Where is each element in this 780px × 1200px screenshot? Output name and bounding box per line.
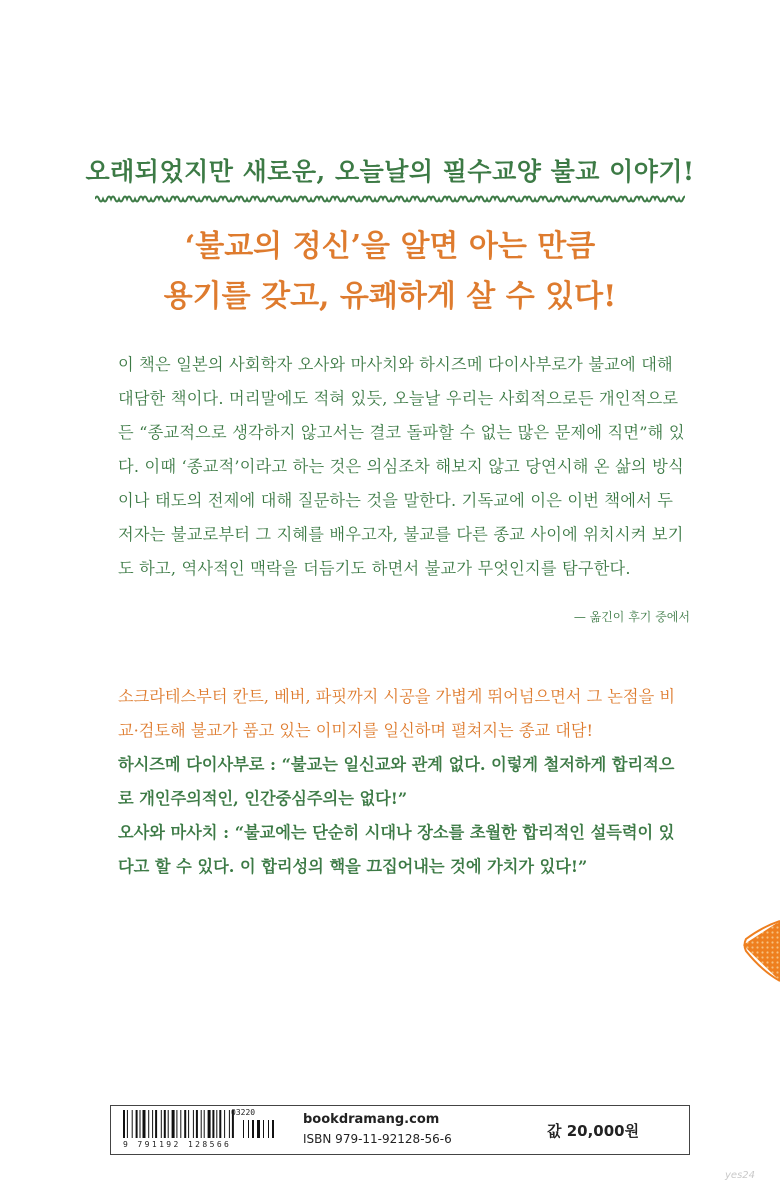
quote-osawa-line: 다고 할 수 있다. 이 합리성의 핵을 끄집어내는 것에 가치가 있다!” xyxy=(118,857,588,876)
intro-line: 이 책은 일본의 사회학자 오사와 마사치와 하시즈메 다이사부로가 불교에 대해 xyxy=(118,355,673,374)
watermark: yes24 xyxy=(725,1170,756,1181)
intro-line: 이나 태도의 전제에 대해 질문하는 것을 말한다. 기독교에 이은 이번 책에서 두 xyxy=(118,491,674,510)
intro-line: 저자는 불교로부터 그 지혜를 배우고자, 불교를 다른 종교 사이에 위치시켜 보기 xyxy=(118,525,684,544)
blurb-line: 교·검토해 불교가 품고 있는 이미지를 일신하며 펼쳐지는 종교 대담! xyxy=(118,721,594,740)
tagline xyxy=(0,222,780,322)
quote-hashizume-line: 하시즈메 다이사부로 : “불교는 일신교와 관계 없다. 이렇게 철저하게 합리적으 xyxy=(118,755,675,774)
blurb-section xyxy=(118,680,718,884)
intro-line: 든 “종교적으로 생각하지 않고서는 결코 돌파할 수 없는 많은 문제에 직면”해 있 xyxy=(118,423,685,442)
barcode-addon-number: 03220 xyxy=(231,1108,256,1117)
quote-osawa-line: 오사와 마사치 : “불교에는 단순히 시대나 장소를 초월한 합리적인 설득력이 있 xyxy=(118,823,675,842)
intro-source: — 옮긴이 후기 중에서 xyxy=(573,610,690,624)
blurb-line: 소크라테스부터 칸트, 베버, 파핏까지 시공을 가볍게 뛰어넘으면서 그 논점을 비 xyxy=(118,687,675,706)
tagline-line-1: ‘불교의 정신’을 알면 아는 만큼 xyxy=(184,229,596,264)
intro-line: 다. 이때 ‘종교적’이라고 하는 것은 의심조차 해보지 않고 당연시해 온 삶의 방식 xyxy=(118,457,684,476)
orange-fan-ornament xyxy=(740,915,780,985)
quote-hashizume-line: 로 개인주의적인, 인간중심주의는 없다!” xyxy=(118,789,408,808)
price-label: 값 20,000원 xyxy=(547,1122,640,1140)
intro-line: 도 하고, 역사적인 맥락을 더듬기도 하면서 불교가 무엇인지를 탐구한다. xyxy=(118,559,631,578)
wavy-divider xyxy=(95,193,685,205)
intro-line: 대담한 책이다. 머리말에도 적혀 있듯, 오늘날 우리는 사회적으로든 개인적으로 xyxy=(118,389,679,408)
isbn-number: ISBN 979-11-92128-56-6 xyxy=(303,1132,452,1146)
barcode-panel xyxy=(110,1105,690,1155)
tagline-line-2: 용기를 갖고, 유쾌하게 살 수 있다! xyxy=(163,279,617,314)
publisher-website: bookdramang.com xyxy=(303,1112,440,1127)
headline: 오래되었지만 새로운, 오늘날의 필수교양 불교 이야기! xyxy=(85,157,695,186)
intro-paragraph xyxy=(118,348,688,586)
barcode-digits: 9 791192 128566 xyxy=(123,1140,232,1149)
